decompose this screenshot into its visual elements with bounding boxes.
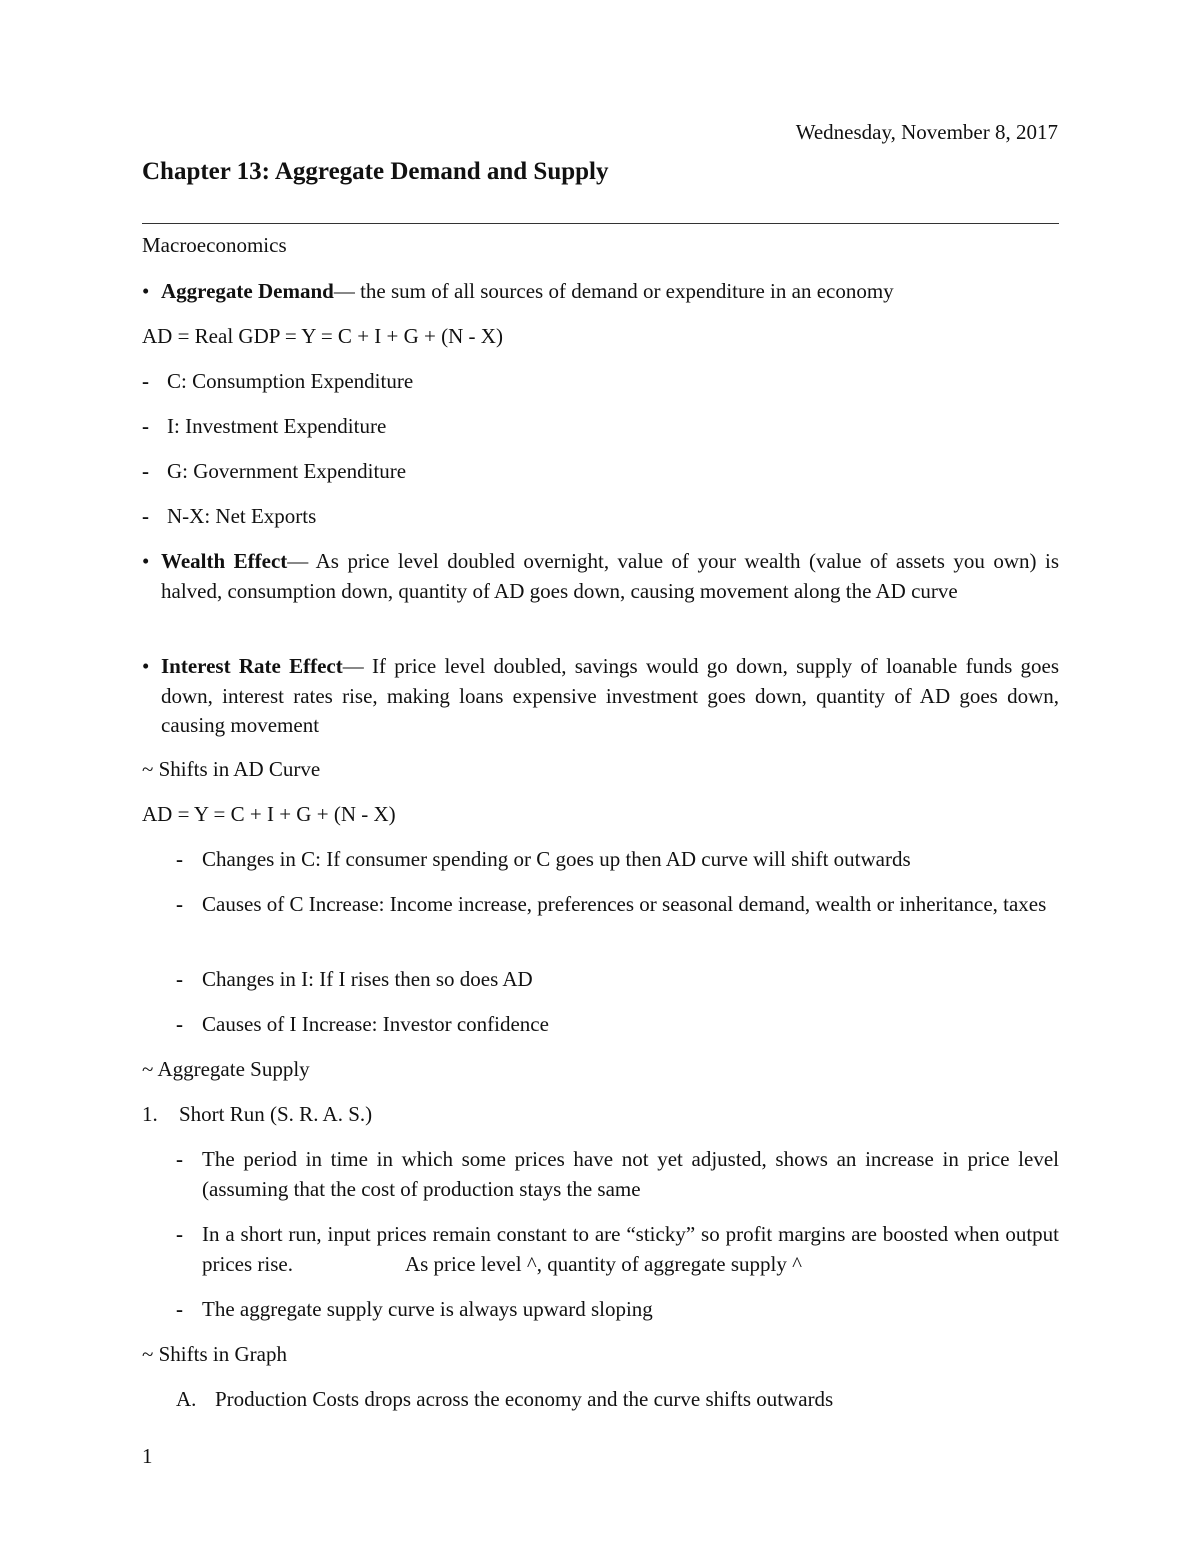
price-level-note: As price level ^, quantity of aggregate supply ^ (404, 1251, 802, 1276)
bullet-dot-icon: • (142, 654, 150, 678)
aggregate-supply-item (202, 1220, 1059, 1279)
page-number: 1 (142, 1444, 153, 1468)
dash-bullet-icon: - (176, 1012, 183, 1036)
ad-component: I: Investment Expenditure (167, 414, 387, 438)
dash-bullet-icon: - (176, 847, 183, 871)
dash-bullet-icon: - (142, 369, 149, 393)
dash-bullet-icon: - (142, 459, 149, 483)
lettered-label: A. (176, 1387, 197, 1411)
shifts-graph-item: Production Costs drops across the economy and the curve shifts outwards (215, 1387, 834, 1411)
dash-bullet-icon: - (176, 967, 183, 991)
dash-bullet-icon: - (176, 1147, 183, 1171)
ad-component: C: Consumption Expenditure (167, 369, 414, 393)
short-run-heading: Short Run (S. R. A. S.) (179, 1102, 373, 1126)
ad-component: G: Government Expenditure (167, 459, 407, 483)
wealth-effect-paragraph (161, 547, 1059, 606)
wealth-effect-text: — As price level doubled overnight, value of your wealth (value of assets you own) is halved, consumption down, quantity of AD goes down, causing movement along the AD curve (161, 549, 1059, 603)
aggregate-demand-term: Aggregate Demand (161, 279, 334, 303)
aggregate-supply-item: The period in time in which some prices have not yet adjusted, shows an increase in price level (assuming that the cost of production stays the same (202, 1147, 1059, 1201)
interest-rate-effect-text: — If price level doubled, savings would go down, supply of loanable funds goes down, interest rates rise, making loans expensive investment goes down, quantity of AD goes down, causing movement (161, 654, 1059, 737)
numbered-label: 1. (142, 1102, 158, 1126)
subject-label: Macroeconomics (142, 233, 287, 257)
shifts-ad-item: Changes in I: If I rises then so does AD (202, 967, 533, 991)
ad-equation: AD = Real GDP = Y = C + I + G + (N - X) (142, 324, 503, 348)
page-title: Chapter 13: Aggregate Demand and Supply (142, 158, 609, 185)
bullet-dot-icon: • (142, 279, 150, 303)
aggregate-supply-heading: ~ Aggregate Supply (142, 1057, 310, 1081)
interest-rate-effect-term: Interest Rate Effect (161, 654, 343, 678)
ad-component: N-X: Net Exports (167, 504, 317, 528)
shifts-ad-item: Causes of I Increase: Investor confidence (202, 1012, 549, 1036)
shifts-ad-heading: ~ Shifts in AD Curve (142, 757, 321, 781)
sticky-prices-text: In a short run, input prices remain constant to are “sticky” so profit margins are boosted when output prices rise. (202, 1222, 1059, 1276)
bullet-dot-icon: • (142, 549, 150, 573)
title-divider (142, 223, 1059, 224)
dash-bullet-icon: - (142, 504, 149, 528)
aggregate-demand-definition: — the sum of all sources of demand or expenditure in an economy (333, 279, 894, 303)
dash-bullet-icon: - (176, 892, 183, 916)
aggregate-supply-item: The aggregate supply curve is always upward sloping (202, 1297, 653, 1321)
shifts-graph-heading: ~ Shifts in Graph (142, 1342, 287, 1366)
wealth-effect-term: Wealth Effect (161, 549, 288, 573)
dash-bullet-icon: - (176, 1297, 183, 1321)
dash-bullet-icon: - (176, 1222, 183, 1246)
document-date: Wednesday, November 8, 2017 (795, 120, 1058, 144)
aggregate-demand-item (161, 279, 894, 304)
interest-rate-effect-paragraph (161, 652, 1059, 741)
shifts-ad-item: Causes of C Increase: Income increase, preferences or seasonal demand, wealth or inheritance, taxes (202, 892, 1047, 916)
shifts-ad-equation: AD = Y = C + I + G + (N - X) (142, 802, 396, 826)
shifts-ad-item: Changes in C: If consumer spending or C goes up then AD curve will shift outwards (202, 847, 911, 871)
dash-bullet-icon: - (142, 414, 149, 438)
